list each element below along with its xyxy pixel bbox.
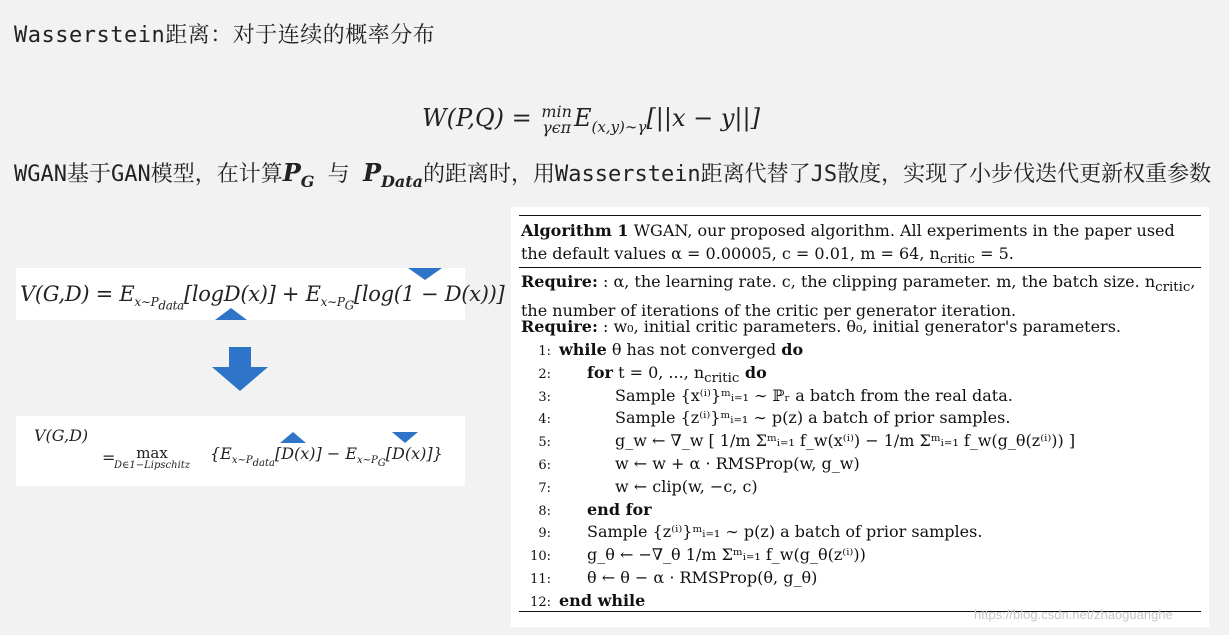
- step-number: 1:: [538, 344, 551, 359]
- wgan-body: $\{E_{x\sim P_{data}}[D(x)] - E_{x\sim P_G}[D(x)]\}$: [210, 444, 443, 470]
- step-text: g_w ← ∇_w [ 1/m Σᵐᵢ₌₁ f_w(x⁽ⁱ⁾) − 1/m Σᵐᵢ₌₁ f_w(g_θ(z⁽ⁱ⁾)) ]: [615, 431, 1076, 451]
- step-number: 9:: [538, 526, 551, 542]
- pdata-symbol: $P_{Data}$: [362, 158, 423, 191]
- wasserstein-formula: [422, 104, 760, 136]
- step-text: Sample {z⁽ⁱ⁾}ᵐᵢ₌₁ ∼ p(z) a batch of prior samples.: [587, 522, 983, 542]
- step-keyword: do: [781, 340, 804, 359]
- step-keyword: end while: [559, 590, 646, 610]
- top-rule: [519, 215, 1201, 216]
- algorithm-step: [521, 361, 767, 384]
- step-number: 5:: [538, 435, 551, 451]
- step-number: 2:: [538, 366, 551, 382]
- algorithm-step: [521, 543, 866, 566]
- w-formula-lhs: W(P,Q) =: [422, 104, 540, 132]
- norm-term: [||x − y||]: [646, 104, 760, 132]
- para-text-1: WGAN基于GAN模型，在计算: [14, 162, 283, 187]
- max-subscript: D∈1−Lipschitz: [114, 460, 191, 471]
- algorithm-step: [521, 589, 645, 612]
- arrow-up-icon: [215, 308, 247, 320]
- arrow-down-icon: [408, 268, 442, 282]
- algorithm-box: [511, 207, 1209, 627]
- step-keyword: for: [587, 362, 613, 382]
- require-line-1: Require: : α, the learning rate. c, the clipping parameter. m, the batch size. $n_{critic}$, the number of iterations of the critic per generator iteration.: [521, 272, 1196, 321]
- algorithm-step: [521, 452, 860, 475]
- wgan-lhs: V(G,D): [34, 426, 89, 445]
- caption-rule: [519, 267, 1201, 268]
- step-text: Sample {x⁽ⁱ⁾}ᵐᵢ₌₁ ∼ ℙᵣ a batch from the real data.: [615, 385, 1013, 405]
- para-text-2: 与: [314, 162, 363, 187]
- algorithm-step: [521, 338, 803, 361]
- step-number: 12:: [530, 594, 551, 610]
- algorithm-caption: Algorithm 1 WGAN, our proposed algorithm. All experiments in the paper used the default values α = 0.00005, c = 0.01, m = 64, $n_{critic} = 5$.: [521, 221, 1175, 268]
- algorithm-step: [521, 566, 817, 589]
- gan-objective-box: [16, 268, 505, 320]
- step-text: θ has not converged: [606, 340, 782, 359]
- step-number: 4:: [538, 412, 551, 428]
- algorithm-step: [521, 384, 1013, 407]
- require-line-2: Require: : w₀, initial critic parameters. θ₀, initial generator's parameters.: [521, 317, 1121, 336]
- step-text: w ← clip(w, −c, c): [615, 476, 758, 496]
- step-number: 3:: [538, 389, 551, 405]
- algorithm-step: [521, 429, 1075, 452]
- transition-arrow-icon: [212, 347, 268, 391]
- wgan-objective-box: [16, 416, 465, 486]
- arrow-down-icon: [392, 432, 418, 443]
- max-operator: [114, 444, 190, 471]
- algorithm-step: [521, 498, 652, 521]
- algorithm-step: [521, 520, 982, 543]
- description-paragraph: [14, 156, 1219, 198]
- step-subscript: critic: [704, 370, 740, 386]
- step-text: t = 0, ..., n: [612, 362, 705, 382]
- step-text: θ ← θ − α · RMSProp(θ, g_θ): [587, 568, 818, 587]
- step-number: 7:: [538, 480, 551, 496]
- wgan-equals: =: [102, 448, 116, 467]
- step-number: 8:: [538, 503, 551, 519]
- step-keyword: do: [739, 362, 767, 382]
- max-label: max: [136, 444, 168, 462]
- min-operator: [541, 102, 572, 137]
- step-number: 11:: [530, 572, 551, 587]
- para-text-3: 的距离时，用Wasserstein距离代替了JS散度，实现了小步伐迭代更新权重参数: [422, 162, 1212, 187]
- arrow-up-icon: [280, 432, 306, 443]
- algorithm-step: [521, 406, 1010, 429]
- algorithm-step: [521, 475, 758, 498]
- section-heading: Wasserstein距离：对于连续的概率分布: [14, 23, 436, 48]
- step-number: 10:: [530, 549, 551, 565]
- step-keyword: while: [559, 340, 607, 359]
- expectation-subscript: (x,y)∼γ: [591, 117, 647, 136]
- step-text: Sample {z⁽ⁱ⁾}ᵐᵢ₌₁ ∼ p(z) a batch of prior samples.: [615, 408, 1011, 428]
- expectation-symbol: E: [573, 104, 592, 132]
- step-keyword: end for: [587, 499, 652, 519]
- min-label: min: [541, 102, 572, 122]
- step-text: w ← w + α · RMSProp(w, g_w): [615, 454, 860, 473]
- min-subscript: γϵπ: [542, 117, 572, 137]
- step-text: g_θ ← −∇_θ 1/m Σᵐᵢ₌₁ f_w(g_θ(z⁽ⁱ⁾)): [587, 545, 866, 565]
- watermark: https://blog.csdn.net/zhaoguanghe: [974, 607, 1173, 622]
- step-number: 6:: [538, 458, 551, 473]
- pg-symbol: $P_G$: [282, 158, 315, 191]
- gan-objective-formula: $V(G,D) = E_{x\sim P_{data}}[\log D(x)] + E_{x\sim P_G}[\log(1 - D(x))]$: [20, 282, 505, 313]
